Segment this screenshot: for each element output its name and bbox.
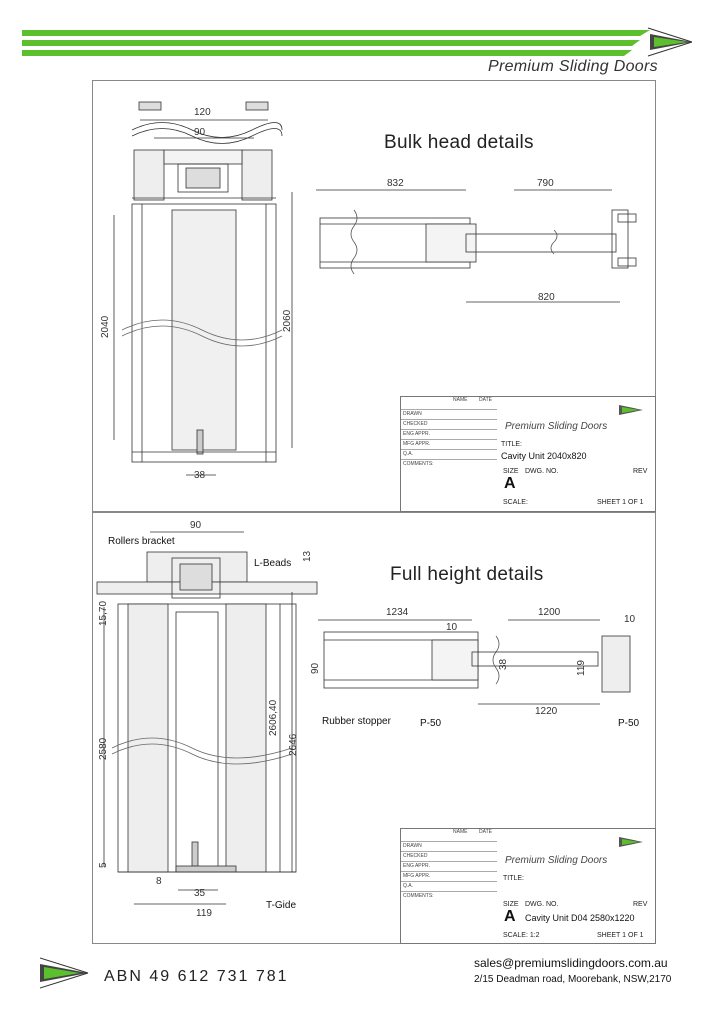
- tb-dwg-label: DWG. NO.: [525, 468, 559, 475]
- dim-13: 13: [302, 550, 313, 562]
- tb-col-name: NAME: [453, 397, 468, 403]
- bulkhead-title: Bulk head details: [384, 132, 534, 153]
- tb-col-name: NAME: [453, 829, 468, 835]
- dim-820: 820: [538, 292, 555, 303]
- tb-row: Q.A.: [401, 881, 497, 889]
- dim-38-plan: 38: [498, 658, 509, 670]
- dim-2580: 2580: [98, 737, 109, 760]
- title-block-1: [400, 396, 656, 512]
- brand-logo-icon: [648, 28, 692, 56]
- footer-email[interactable]: sales@premiumslidingdoors.com.au: [474, 956, 668, 970]
- tb-rev-label: REV: [633, 901, 648, 908]
- dim-790: 790: [537, 178, 554, 189]
- tb-row: MFG APPR.: [401, 439, 497, 447]
- title-block-2: [400, 828, 656, 944]
- dim-2606-40: 2606,40: [268, 699, 279, 736]
- brand-name: Premium Sliding Doors: [488, 58, 658, 75]
- tb-brand: Premium Sliding Doors: [505, 421, 608, 432]
- callout-rubber-stopper: Rubber stopper: [322, 716, 391, 727]
- dim-15-70: 15,70: [98, 600, 109, 626]
- dim-5: 5: [98, 862, 109, 868]
- tb-dwg-value: Cavity Unit D04 2580x1220: [525, 913, 635, 923]
- tb-size-value: A: [504, 908, 516, 925]
- tb-row: DRAWN: [401, 841, 497, 849]
- tb-row: MFG APPR.: [401, 871, 497, 879]
- tb-title-label: TITLE:: [501, 441, 523, 448]
- callout-p50-left: P-50: [420, 718, 442, 729]
- tb-sheet-label: SHEET 1 OF 1: [597, 932, 644, 939]
- callout-t-gide: T-Gide: [266, 900, 297, 911]
- dim-38: 38: [194, 470, 206, 481]
- tb-sheet-label: SHEET 1 OF 1: [597, 499, 644, 506]
- dim-1200: 1200: [538, 607, 561, 618]
- dim-90-plan: 90: [310, 662, 321, 674]
- dim-2060: 2060: [282, 309, 293, 332]
- dim-90: 90: [194, 127, 206, 138]
- tb-size-label: SIZE: [503, 468, 519, 475]
- tb-row: CHECKED: [401, 851, 497, 859]
- dim-2040: 2040: [100, 315, 111, 338]
- dim-120: 120: [194, 107, 211, 118]
- dim-8: 8: [156, 876, 162, 887]
- tb-col-date: DATE: [479, 829, 492, 835]
- tb-row: DRAWN: [401, 409, 497, 417]
- tb-row: COMMENTS:: [401, 459, 497, 467]
- footer-logo-icon: [40, 956, 90, 990]
- dim-119: 119: [196, 908, 212, 919]
- tb-size-value: A: [504, 475, 516, 492]
- fullheight-title: Full height details: [390, 564, 544, 585]
- dim-2646: 2646: [288, 733, 299, 756]
- dim-832: 832: [387, 178, 404, 189]
- tb-row: ENG APPR.: [401, 429, 497, 437]
- dim-35: 35: [194, 888, 206, 899]
- tb-col-date: DATE: [479, 397, 492, 403]
- tb-title-value: Cavity Unit 2040x820: [501, 451, 587, 461]
- tb-rev-label: REV: [633, 468, 648, 475]
- tb-scale-label: SCALE:: [503, 499, 528, 506]
- dim-1220: 1220: [535, 706, 558, 717]
- tb-logo-icon: [619, 833, 645, 851]
- callout-l-beads: L-Beads: [254, 558, 292, 569]
- tb-row: ENG APPR.: [401, 861, 497, 869]
- tb-row: CHECKED: [401, 419, 497, 427]
- tb-title-label: TITLE:: [503, 875, 525, 882]
- footer-abn: ABN 49 612 731 781: [104, 968, 289, 985]
- tb-dwg-label: DWG. NO.: [525, 901, 559, 908]
- dim-1234: 1234: [386, 607, 409, 618]
- tb-brand: Premium Sliding Doors: [505, 855, 608, 866]
- tb-scale-label: SCALE: 1:2: [503, 932, 540, 939]
- tb-size-label: SIZE: [503, 901, 519, 908]
- dim-119-plan: 119: [576, 660, 587, 676]
- dim-10-a: 10: [446, 622, 458, 633]
- footer-address: 2/15 Deadman road, Moorebank, NSW,2170: [474, 974, 672, 985]
- tb-row: Q.A.: [401, 449, 497, 457]
- callout-rollers-bracket: Rollers bracket: [108, 536, 175, 547]
- dim-90: 90: [190, 520, 202, 531]
- dim-10-b: 10: [624, 614, 636, 625]
- tb-row: COMMENTS:: [401, 891, 497, 899]
- callout-p50-right: P-50: [618, 718, 640, 729]
- tb-logo-icon: [619, 401, 645, 419]
